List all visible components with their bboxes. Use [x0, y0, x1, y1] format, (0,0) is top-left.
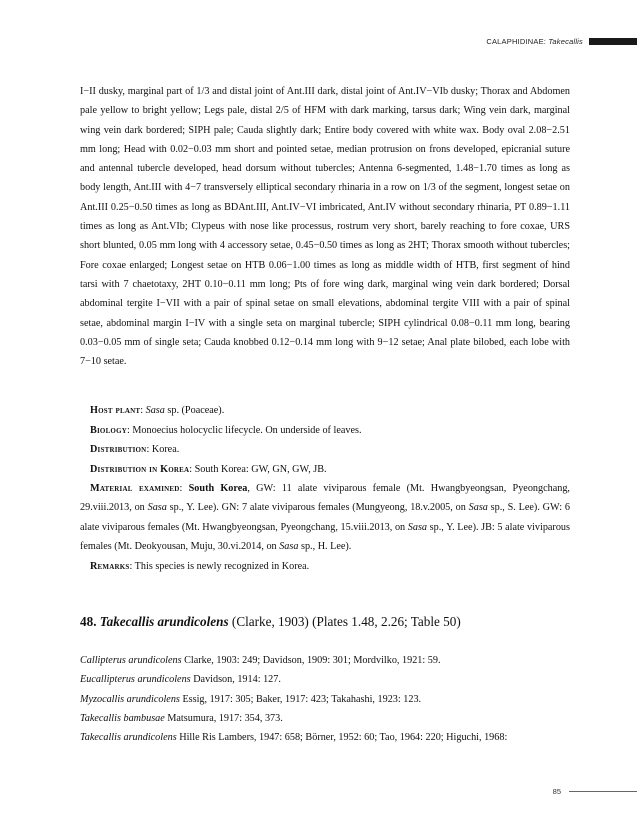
material-text-2: sp., Y. Lee). GN: 7 alate viviparous females (Mungyeong, 18.v.2005, on — [166, 502, 469, 514]
page-number: 85 — [552, 787, 561, 796]
biology-text: : Monoecius holocyclic lifecycle. On underside of leaves. — [126, 424, 362, 436]
synonym-item — [80, 670, 570, 689]
species-author: (Clarke, 1903) (Plates 1.48, 2.26; Table 50) — [228, 614, 461, 630]
host-plant: Host plant: Sasa sp. (Poaceae). — [90, 405, 225, 417]
material-sep: : — [179, 483, 189, 495]
synonym-name: Callipterus arundicolens — [80, 655, 182, 667]
synonym-name: Myzocallis arundicolens — [80, 693, 180, 705]
description-paragraph: I−II dusky, marginal part of 1/3 and distal joint of Ant.III dark, distal joint of Ant.IV−VIb dusky; Thorax and Abdomen pale yellow to bright yellow; Legs pale, distal 2/5 of HFM with dark marking, tarsus dark; Wing vein dark, marginal wing vein dark bordered; SIPH pale; Cauda slightly dark; Entire body covered with white wax. Body oval 2.08−2.51 mm long; Head with 0.02−0.03 mm short and pointed setae, median protrusion on frons developed, epicranial suture and antennal tubercle developed, head dorsum without tubercles; Antenna 6-segmented, 1.48−1.70 times as long as body length, Ant.III with 4−7 transversely elliptical secondary rhinaria in a row on 1/3 of the segment, longest setae on Ant.III 0.25−0.50 times as long as BDAnt.III, Ant.IV−VI imbricated, Ant.IV without secondary rhinaria, PT 0.89−1.11 times as long as Ant.VIb; Clypeus with nose like processus, rostrum very short, barely reaching to fore coxae, URS short blunted, 0.05 mm long with 4 accessory setae, 0.45−0.50 times as long as 2HT; Thorax smooth without tubercles; Fore coxae enlarged; Longest setae on HTB 0.06−1.00 times as long as middle width of HTB, first segment of hind tarsi with 7 chaetotaxy, 2HT 0.10−0.11 mm long; Pts of fore wing dark, marginal wing vein dark bordered; Dorsal abdominal tergite I−VII with a pair of spinal setae on small elevations, abdominal tergite VIII with a pair of spinal setae, abdominal margin I−IV with a single seta on marginal tubercle; SIPH cylindrical 0.08−0.11 mm long, bearing 0.03−0.05 mm of single seta; Cauda knobbed 0.12−0.14 mm long with 9−12 setae; Anal plate bilobed, each lobe with 7−10 setae. — [80, 86, 570, 368]
host-plant-rest: sp. (Poaceae). — [164, 405, 225, 417]
species-heading — [80, 613, 570, 631]
header-bar — [589, 38, 637, 45]
material-examined — [80, 479, 570, 557]
header-section: CALAPHIDINAE: — [486, 36, 549, 46]
running-header — [486, 36, 637, 46]
material-sasa-3: Sasa — [407, 521, 428, 533]
synonym-ref: Clarke, 1903: 249; Davidson, 1909: 301; Mordvilko, 1921: 59. — [181, 655, 441, 667]
material-text-1: , GW: 11 alate viviparous female (Mt. Hwangbyeongsan, Pyeongchang, 29.viii.2013, on — [80, 483, 570, 514]
remarks-text: : This species is newly recognized in Korea. — [129, 560, 310, 572]
synonym-name: Takecallis arundicolens — [80, 732, 177, 744]
synonym-ref: Davidson, 1914: 127. — [190, 674, 281, 686]
species-name: Takecallis arundicolens — [99, 614, 229, 630]
material-text-5: sp., H. Lee). — [298, 541, 352, 553]
header-text — [486, 37, 583, 46]
synonym-name: Eucallipterus arundicolens — [80, 674, 191, 686]
distribution-korea-label: Distribution in Korea — [90, 463, 190, 475]
species-number: 48. — [80, 614, 97, 630]
host-plant-genus: Sasa — [145, 405, 165, 417]
biology-label: Biology — [90, 424, 127, 436]
distribution-korea — [80, 460, 570, 479]
distribution-text: : Korea. — [146, 444, 180, 456]
distribution-korea-text: : South Korea: GW, GN, GW, JB. — [189, 463, 327, 475]
material-sasa-4: Sasa — [279, 541, 299, 553]
remarks-label: Remarks — [90, 560, 130, 572]
footer-rule — [569, 791, 637, 792]
material-sasa-1: Sasa — [147, 502, 167, 514]
distribution-label: Distribution — [90, 444, 147, 456]
material-label: Material examined — [90, 483, 180, 495]
material-text-4: sp., Y. Lee). JB: 5 alate viviparous females (Mt. Deokyousan, Muju, 30.vi.2014, on — [80, 521, 570, 553]
host-plant-label: Host plant — [90, 405, 141, 417]
remarks — [80, 557, 570, 576]
page-footer — [553, 787, 637, 796]
page-content — [80, 82, 570, 748]
synonym-ref: Matsumura, 1917: 354, 373. — [164, 713, 283, 724]
material-country: South Korea — [188, 483, 248, 495]
synonym-ref: Essig, 1917: 305; Baker, 1917: 423; Takahashi, 1923: 123. — [179, 693, 422, 705]
header-genus: Takecallis — [548, 36, 583, 46]
biology — [80, 421, 570, 440]
material-text-3: sp., S. Lee). GW: 6 alate viviparous females (Mt. Hwangbyeongsan, Pyeongchang, 15.viii.2013, on — [80, 502, 570, 533]
synonym-item — [80, 651, 570, 670]
distribution — [80, 440, 570, 459]
synonym-item — [80, 728, 570, 747]
synonym-item — [80, 709, 570, 728]
material-sasa-2: Sasa — [468, 502, 488, 514]
species-metadata — [80, 401, 570, 576]
synonym-item — [80, 690, 570, 709]
synonym-list — [80, 651, 570, 747]
synonym-name: Takecallis bambusae — [80, 713, 165, 724]
synonym-ref: Hille Ris Lambers, 1947: 658; Börner, 1952: 60; Tao, 1964: 220; Higuchi, 1968: — [176, 732, 508, 744]
